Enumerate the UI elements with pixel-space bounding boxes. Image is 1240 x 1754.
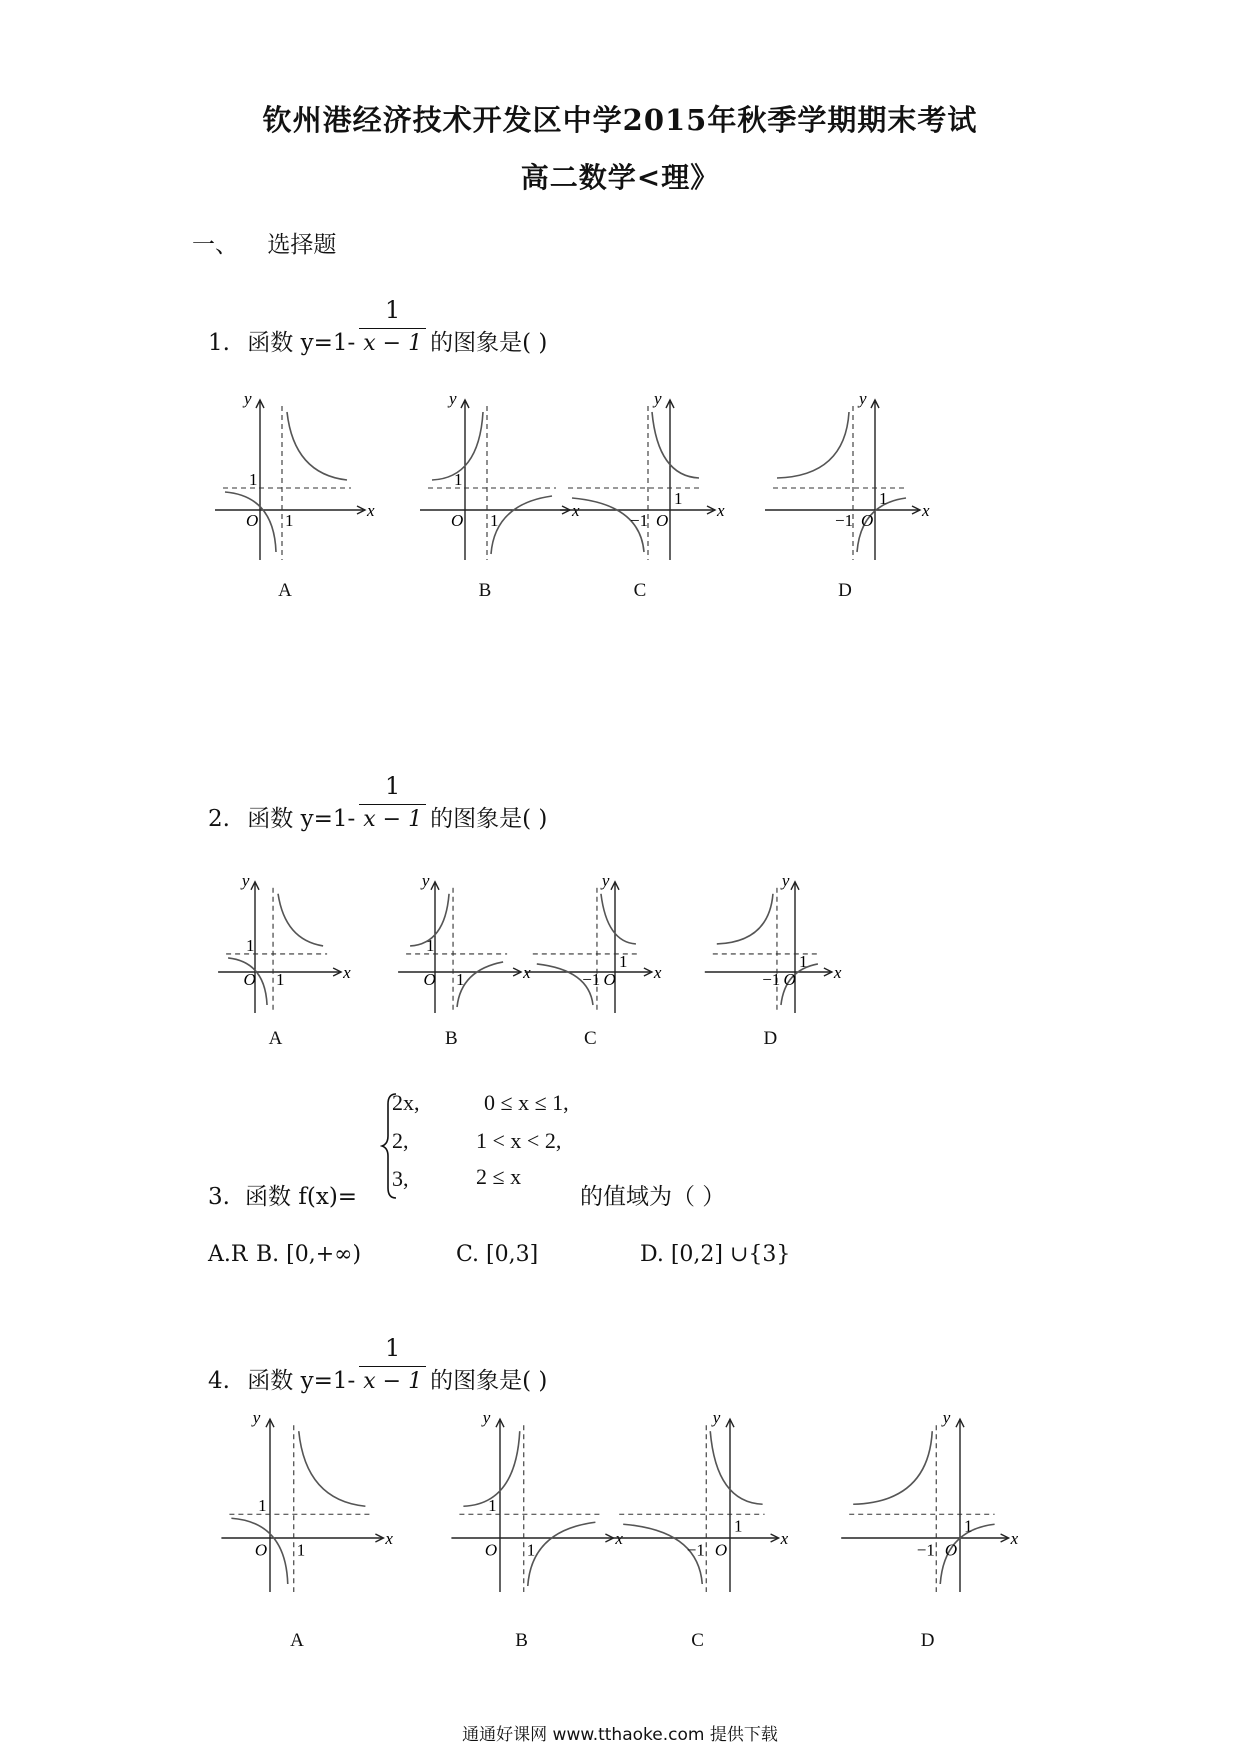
y-one-label: 1: [425, 935, 435, 955]
case-1-cond: 0 ≤ x ≤ 1,: [484, 1090, 569, 1115]
origin-label: O: [246, 511, 259, 530]
origin-label: O: [861, 511, 874, 530]
x-neg-one-label: −1: [835, 511, 854, 530]
question-number: 3.: [208, 1184, 230, 1210]
question-3: [208, 1178, 357, 1211]
page-footer: 通通好课网 www.tthaoke.com 提供下载: [462, 1725, 778, 1745]
origin-label: O: [451, 511, 464, 530]
graph-option-b: B: [515, 1630, 528, 1651]
curve-branch-1: [601, 894, 636, 944]
fraction-denominator: x − 1: [359, 328, 426, 356]
y-one-label: 1: [879, 489, 888, 508]
graph-option-c: C: [584, 1028, 597, 1049]
graph-row: [200, 860, 1020, 1100]
y-axis-label: y: [449, 389, 457, 408]
question-suffix: 的图象是( ): [430, 330, 548, 356]
case-1-expr: 2x,: [392, 1090, 420, 1115]
y-axis-label: y: [859, 389, 867, 408]
x-neg-one-label: −1: [762, 970, 781, 990]
question-2: [208, 772, 548, 850]
graph-panel-b: [420, 389, 580, 560]
fraction-numerator: 1: [385, 296, 401, 324]
exam-title: 钦州港经济技术开发区中学2015年秋季学期期末考试: [262, 103, 978, 137]
y-one-label: 1: [245, 935, 255, 955]
origin-label: O: [714, 1540, 728, 1560]
x-axis-label: x: [367, 501, 375, 520]
section-number: 一、: [192, 232, 238, 258]
fraction: [359, 296, 426, 356]
exam-subtitle: 高二数学<理》: [520, 161, 720, 194]
graph-option-c: C: [633, 580, 647, 601]
graph-panel-c: [611, 1408, 788, 1592]
question-suffix: 的值域为（ ）: [580, 1184, 726, 1210]
graph-option-a: A: [278, 580, 292, 601]
graph-option-d: D: [763, 1028, 778, 1049]
x-axis-label: x: [780, 1529, 789, 1548]
y-one-label: 1: [619, 952, 628, 972]
graph-option-c: C: [691, 1630, 704, 1651]
origin-label: O: [603, 970, 616, 990]
y-one-label: 1: [258, 1496, 267, 1516]
x-one-label: 1: [456, 970, 465, 990]
question-2-graphs: [200, 860, 1020, 1104]
fraction: [359, 1334, 426, 1394]
graph-option-a: A: [268, 1028, 283, 1049]
x-axis-label: x: [922, 501, 930, 520]
graph-panel-d: [841, 1408, 1018, 1592]
graph-option-b: B: [445, 1028, 458, 1049]
graph-panel-d: [765, 389, 930, 560]
curve-branch-2: [491, 496, 552, 554]
question-suffix: 的图象是( ): [430, 806, 548, 832]
y-one-label: 1: [734, 1516, 743, 1536]
fraction-numerator: 1: [385, 772, 401, 800]
y-one-label: 1: [249, 470, 258, 489]
origin-label: O: [484, 1540, 498, 1560]
case-2-cond: 1 < x < 2,: [476, 1128, 562, 1153]
x-axis-label: x: [572, 501, 580, 520]
curve-branch-1: [278, 894, 323, 946]
x-axis-label: x: [653, 963, 662, 982]
curve-branch-1: [853, 1431, 932, 1504]
question-4-graphs: [200, 1408, 1020, 1664]
question-number: 4.: [208, 1368, 230, 1394]
graph-option-b: B: [478, 580, 492, 601]
graph-option-a: A: [290, 1630, 304, 1651]
x-axis-label: x: [523, 963, 531, 982]
x-axis-label: x: [385, 1529, 393, 1548]
y-axis-label: y: [601, 870, 610, 890]
question-1-graphs: [200, 390, 1020, 634]
graph-panel-d: [705, 871, 842, 1013]
curve-branch-1: [777, 412, 849, 478]
graph-panel-c: [560, 389, 725, 560]
graph-panel-a: [221, 1408, 393, 1592]
graph-panel-a: [215, 389, 375, 560]
graph-option-d: D: [920, 1630, 935, 1651]
y-axis-label: y: [241, 870, 250, 890]
curve-branch-1: [652, 412, 699, 478]
origin-label: O: [656, 511, 669, 530]
fraction-denominator: x − 1: [359, 1366, 426, 1394]
graph-panel-c: [525, 871, 662, 1013]
x-axis-label: x: [833, 963, 842, 982]
x-neg-one-label: −1: [916, 1540, 935, 1560]
x-neg-one-label: −1: [582, 970, 601, 990]
x-one-label: 1: [526, 1540, 536, 1560]
answer-option-c: C. [0,3]: [456, 1242, 539, 1267]
curve-branch-1: [299, 1431, 366, 1506]
case-3-expr: 3,: [392, 1166, 409, 1191]
y-one-label: 1: [454, 470, 463, 489]
y-axis-label: y: [781, 870, 790, 890]
y-axis-label: y: [942, 1408, 951, 1428]
graph-row: [200, 390, 1020, 630]
graph-panel-b: [451, 1408, 623, 1592]
case-3-cond: 2 ≤ x: [476, 1164, 522, 1189]
question-1: [208, 296, 548, 374]
question-prefix: 函数 y=1-: [247, 330, 356, 356]
section-heading: [192, 226, 336, 259]
curve-branch-1: [710, 1431, 762, 1504]
x-neg-one-label: −1: [630, 511, 649, 530]
origin-label: O: [944, 1540, 958, 1560]
question-number: 2.: [208, 806, 230, 832]
fraction: [359, 772, 426, 832]
answer-option-d: D. [0,2] ∪{3}: [640, 1242, 791, 1267]
y-axis-label: y: [244, 389, 252, 408]
x-axis-label: x: [1010, 1529, 1019, 1548]
x-one-label: 1: [276, 970, 285, 990]
origin-label: O: [423, 970, 436, 990]
curve-branch-1: [463, 1431, 519, 1506]
origin-label: O: [243, 970, 256, 990]
graph-row: [200, 1408, 1020, 1660]
question-prefix: 函数 f(x)=: [245, 1184, 358, 1210]
fraction-denominator: x − 1: [359, 804, 426, 832]
fraction-numerator: 1: [385, 1334, 401, 1362]
y-axis-label: y: [654, 389, 662, 408]
curve-branch-1: [287, 412, 347, 480]
y-one-label: 1: [488, 1496, 497, 1516]
x-axis-label: x: [717, 501, 725, 520]
question-prefix: 函数 y=1-: [247, 806, 356, 832]
case-2-expr: 2,: [392, 1128, 409, 1153]
graph-option-d: D: [838, 580, 852, 601]
question-number: 1.: [208, 330, 230, 356]
x-neg-one-label: −1: [686, 1540, 705, 1560]
answer-option-b: B. [0,+∞): [256, 1242, 362, 1267]
y-one-label: 1: [674, 489, 683, 508]
y-axis-label: y: [482, 1408, 491, 1428]
x-one-label: 1: [285, 511, 294, 530]
y-one-label: 1: [799, 952, 808, 972]
section-label: 选择题: [267, 232, 337, 258]
graph-panel-b: [398, 871, 531, 1013]
question-4: [208, 1334, 548, 1412]
answer-option-a: A.R: [208, 1242, 248, 1267]
origin-label: O: [254, 1540, 268, 1560]
question-suffix: 的图象是( ): [430, 1368, 548, 1394]
graph-panel-a: [218, 871, 351, 1013]
y-one-label: 1: [964, 1516, 973, 1536]
curve-branch-2: [528, 1522, 596, 1586]
y-axis-label: y: [712, 1408, 721, 1428]
x-axis-label: x: [343, 963, 351, 982]
x-one-label: 1: [490, 511, 499, 530]
question-prefix: 函数 y=1-: [247, 1368, 356, 1394]
curve-branch-1: [717, 894, 773, 944]
x-one-label: 1: [296, 1540, 306, 1560]
x-axis-label: x: [615, 1529, 623, 1548]
origin-label: O: [783, 970, 796, 990]
y-axis-label: y: [421, 870, 430, 890]
y-axis-label: y: [252, 1408, 261, 1428]
